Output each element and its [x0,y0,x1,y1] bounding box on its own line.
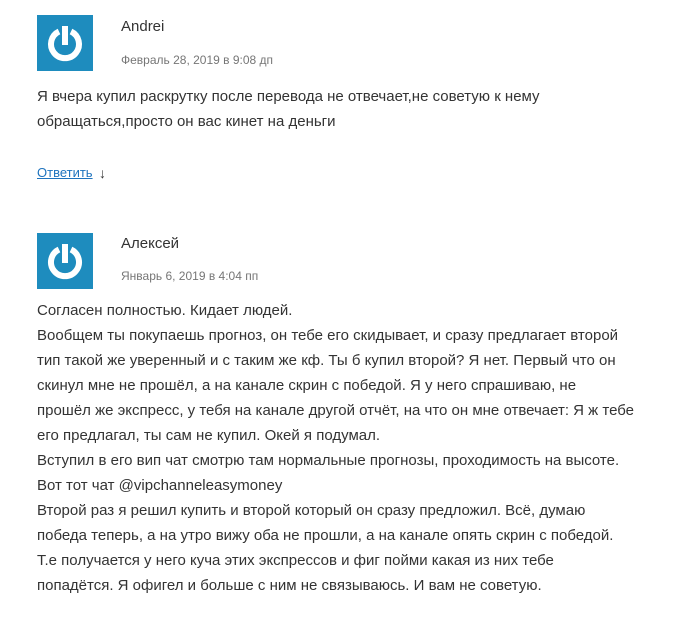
gravatar-power-icon [37,233,93,289]
reply-arrow-icon: ↓ [99,165,106,181]
comment-text-line: его предлагал, ты сам не купил. Окей я подумал. [37,427,381,444]
avatar [37,233,93,289]
comment-text-line: прошёл же экспресс, у тебя на канале другой отчёт, на что он мне отвечает: Я ж тебе [37,402,635,419]
comment-author: Алексей [121,235,180,252]
comment-date[interactable]: Январь 6, 2019 в 4:04 пп [121,269,259,283]
reply-link[interactable]: Ответить [37,165,93,180]
comment-text-line: Т.е получается у него куча этих экспрессов и фиг пойми какая из них тебе [37,552,554,569]
comment-body [37,298,687,598]
comment-text-line[interactable]: Вот тот чат @vipchanneleasymoney [37,477,283,494]
comment-text-line: победа теперь, а на утро вижу оба не прошли, а на канале опять скрин с победой. [37,527,614,544]
comment-text-line: обращаться,просто он вас кинет на деньги [37,113,336,130]
comment-text-line: Вступил в его вип чат смотрю там нормальные прогнозы, проходимость на высоте. [37,452,620,469]
comment-text-line: Я вчера купил раскрутку после перевода не отвечает,не советую к нему [37,88,540,105]
comment-text-line: скинул мне не прошёл, а на канале скрин с победой. Я у него спрашиваю, не [37,377,577,394]
comment-text-line: Второй раз я решил купить и второй который он сразу предложил. Всё, думаю [37,502,586,519]
comment-text-line: Согласен полностью. Кидает людей. [37,302,293,319]
comment-author: Andrei [121,18,165,35]
comment-text-line: тип такой же уверенный и с таким же кф. Ты б купил второй? Я нет. Первый что он [37,352,616,369]
comment-text-line: Вообщем ты покупаешь прогноз, он тебе его скидывает, и сразу предлагает второй [37,327,619,344]
comment-date[interactable]: Февраль 28, 2019 в 9:08 дп [121,53,274,67]
comment-text-line: попадётся. Я офигел и больше с ним не связываюсь. И вам не советую. [37,577,542,594]
